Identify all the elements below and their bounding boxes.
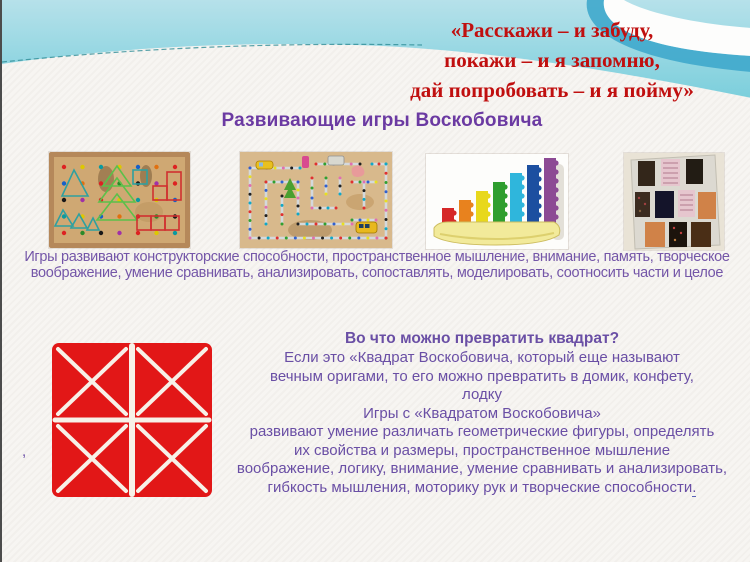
square-line-5: развивают умение различать геометрические фигуры, определять — [249, 423, 715, 440]
slide-title: Развивающие игры Воскобовича — [221, 110, 543, 131]
boat-stairs-image — [426, 154, 568, 249]
tactile-board-image — [624, 153, 724, 250]
quote-line-2: покажи – и я запомню, — [444, 48, 660, 72]
red-square-image — [52, 343, 212, 497]
square-line-8 — [224, 479, 740, 498]
boat-hull — [434, 222, 560, 245]
games-description: Игры развивают конструкторские способности, пространственное мышление, внимание, память, творческое воображение, умение сравнивать, анализировать, сопоставлять, моделировать, соотносить части и целое — [24, 249, 730, 281]
maze-board-image — [240, 152, 392, 248]
geoboard-image — [49, 152, 190, 248]
quote-text — [372, 15, 732, 105]
square-line-8-period: . — [692, 478, 697, 496]
square-fold-lines — [55, 346, 209, 494]
square-line-6: их свойства и размеры, пространственное мышление — [293, 441, 671, 459]
square-line-1: Если это «Квадрат Воскобовича, который еще называют — [284, 349, 680, 366]
square-line-3: лодку — [462, 386, 502, 403]
square-line-2: вечным оригами, то его можно превратить в домик, конфету, — [270, 367, 694, 385]
square-line-8-text: гибкость мышления, моторику рук и творческие способности — [267, 478, 693, 496]
square-section — [224, 329, 740, 497]
quote-line-3: дай попробовать – и я пойму» — [410, 78, 694, 102]
square-line-4: Игры с «Квадратом Воскобовича» — [363, 404, 601, 422]
stray-comma: , — [22, 443, 27, 460]
quote-line-1: «Расскажи – и забуду, — [450, 18, 654, 42]
square-line-7: воображение, логику, внимание, умение сравнивать и анализировать, — [236, 460, 728, 477]
square-question-heading: Во что можно превратить квадрат? — [344, 330, 620, 347]
